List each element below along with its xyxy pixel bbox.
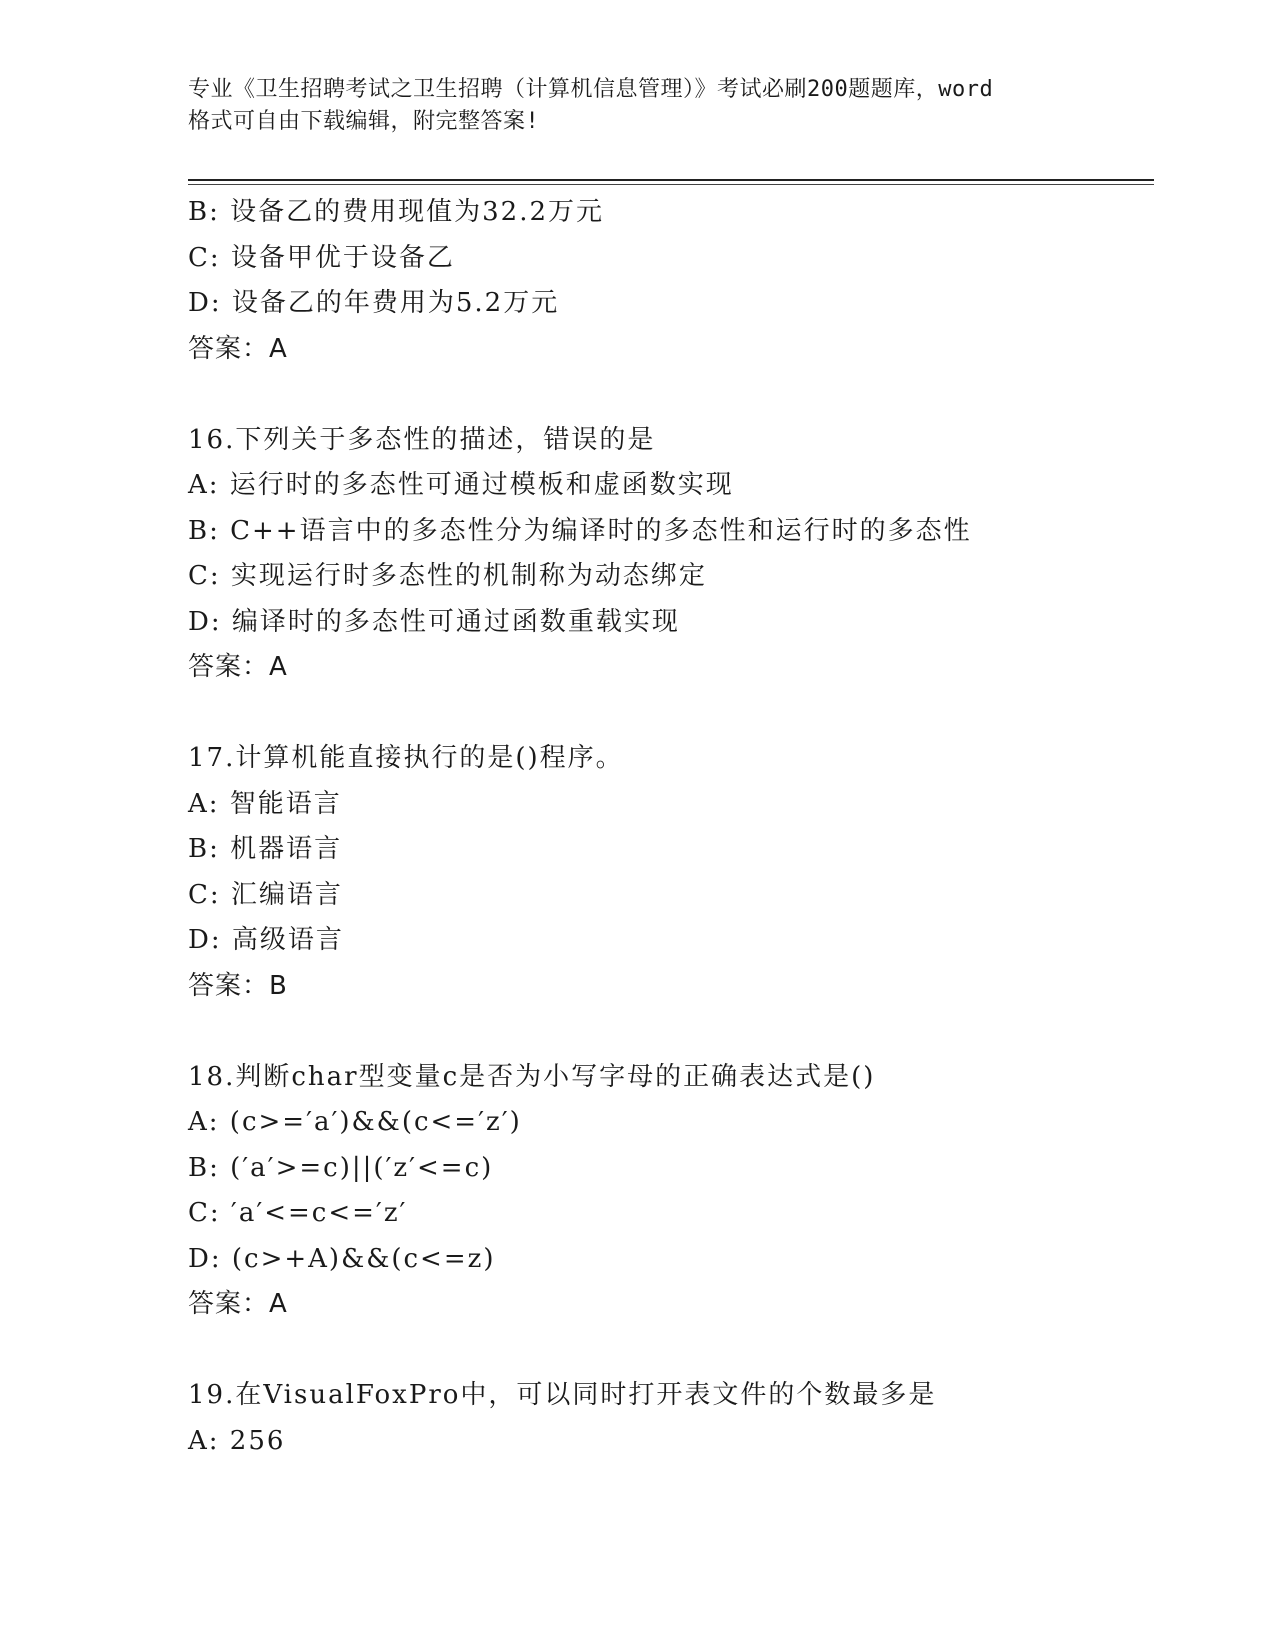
option-c: C: 汇编语言 <box>188 879 343 910</box>
option-a: A: (c>=′a′)&&(c<=′z′) <box>188 1107 522 1137</box>
answer-label: 答案：A <box>188 652 288 682</box>
spacer <box>188 691 1148 737</box>
question-block-15 <box>188 190 1148 372</box>
question-block-19 <box>188 1373 1148 1464</box>
header-divider-thin <box>188 184 1154 185</box>
option-c: C: 实现运行时多态性的机制称为动态绑定 <box>188 561 707 591</box>
option-b: B: 设备乙的费用现值为32.2万元 <box>188 197 605 227</box>
spacer <box>188 372 1148 418</box>
spacer <box>188 1009 1148 1055</box>
question-text: 18.判断char型变量c是否为小写字母的正确表达式是() <box>188 1061 876 1092</box>
option-b: B: 机器语言 <box>188 834 343 864</box>
question-text: 19.在VisualFoxPro中，可以同时打开表文件的个数最多是 <box>188 1380 937 1410</box>
option-d: D: 设备乙的年费用为5.2万元 <box>188 288 560 318</box>
option-b: B: (′a′>=c)||(′z′<=c) <box>188 1152 494 1183</box>
question-text: 17.计算机能直接执行的是()程序。 <box>188 743 624 773</box>
option-d: D: 编译时的多态性可通过函数重载实现 <box>188 606 680 637</box>
option-d: D: 高级语言 <box>188 925 344 955</box>
question-block-18 <box>188 1055 1148 1328</box>
answer-label: 答案：A <box>188 333 288 364</box>
question-block-16 <box>188 418 1148 691</box>
question-block-17 <box>188 736 1148 1009</box>
option-d: D: (c>+A)&&(c<=z) <box>188 1243 496 1274</box>
answer-label: 答案：B <box>188 970 288 1001</box>
question-list <box>188 190 1148 1464</box>
option-a: A: 智能语言 <box>188 788 342 819</box>
option-c: C: 设备甲优于设备乙 <box>188 242 455 273</box>
header-divider <box>188 179 1154 181</box>
option-b: B: C++语言中的多态性分为编译时的多态性和运行时的多态性 <box>188 515 972 546</box>
option-c: C: ′a′<=c<=′z′ <box>188 1198 408 1228</box>
option-a: A: 256 <box>188 1425 286 1456</box>
document-header <box>188 74 1088 138</box>
option-a: A: 运行时的多态性可通过模板和虚函数实现 <box>188 470 734 500</box>
header-title-line-2: 格式可自由下载编辑，附完整答案! <box>188 109 540 134</box>
spacer <box>188 1328 1148 1374</box>
header-title-line-1: 专业《卫生招聘考试之卫生招聘（计算机信息管理）》考试必刷200题题库，word <box>188 77 994 102</box>
answer-label: 答案：A <box>188 1289 288 1319</box>
question-text: 16.下列关于多态性的描述，错误的是 <box>188 424 656 455</box>
